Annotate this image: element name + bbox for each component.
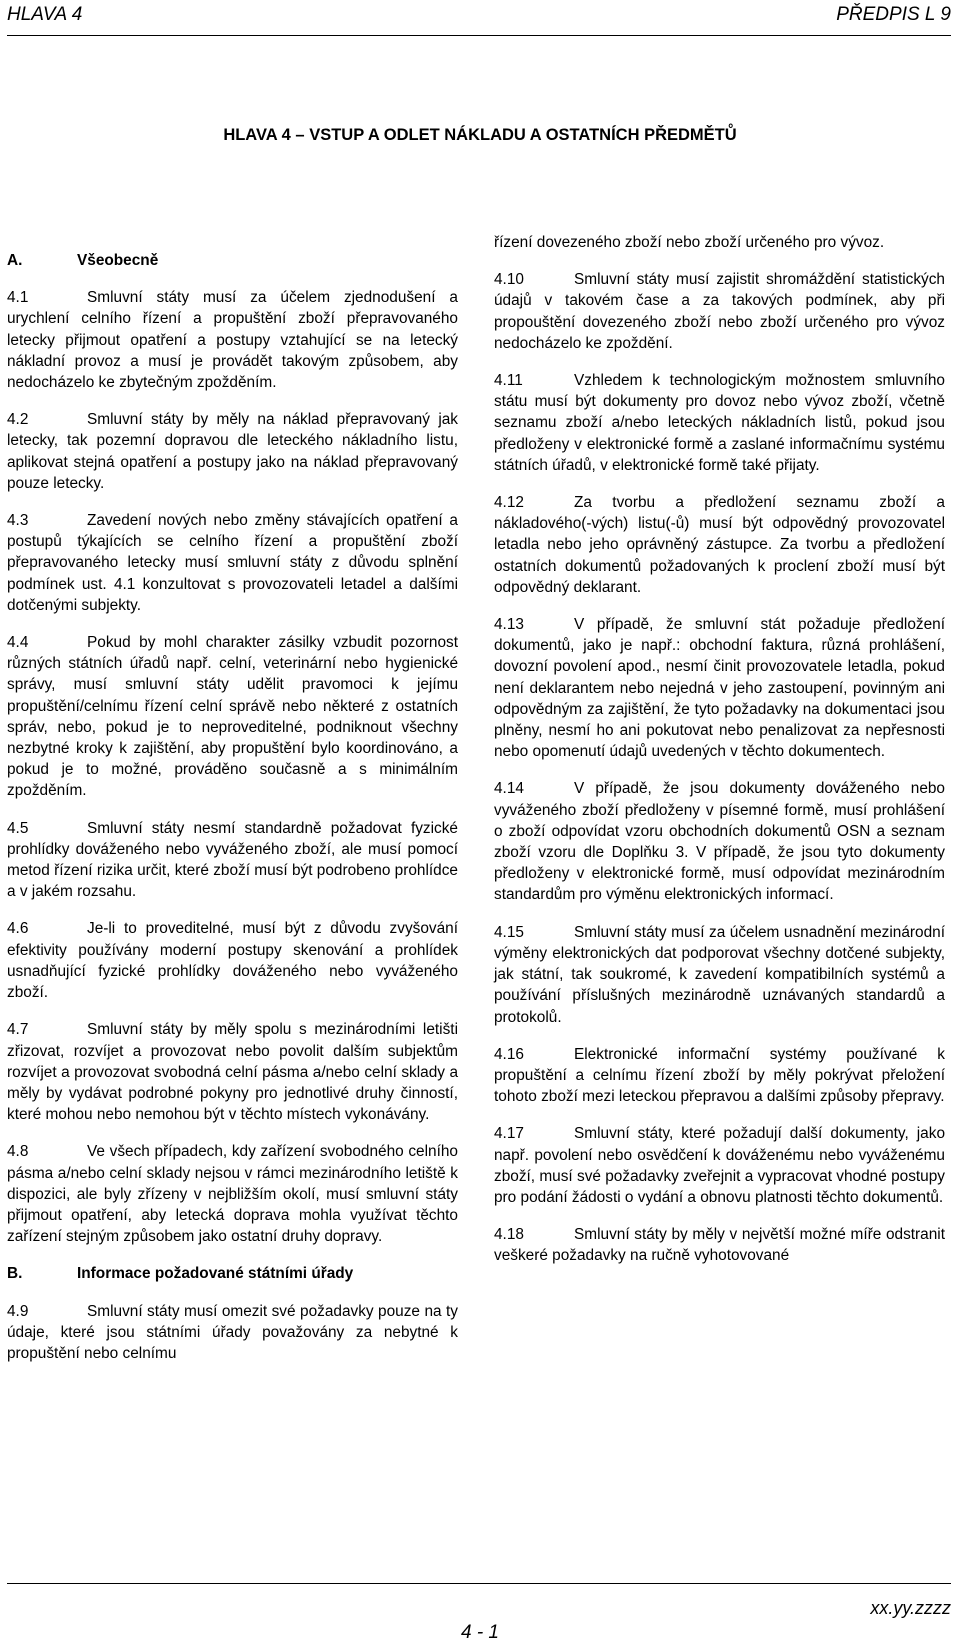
paragraph-4-16 xyxy=(494,1044,945,1108)
paragraph-number: 4.9 xyxy=(7,1302,29,1320)
paragraph-4-9 xyxy=(7,1301,458,1365)
paragraph-4-5 xyxy=(7,818,458,903)
footer-date-code: xx.yy.zzzz xyxy=(870,1598,951,1618)
paragraph-4-12 xyxy=(494,492,945,598)
paragraph-number: 4.8 xyxy=(7,1143,29,1161)
section-number: B. xyxy=(7,1265,23,1283)
paragraph-4-17 xyxy=(494,1123,945,1208)
paragraph-text: řízení dovezeného zboží nebo zboží určeného pro vývoz. xyxy=(494,234,885,251)
paragraph-4-11 xyxy=(494,370,945,476)
paragraph-4-1 xyxy=(7,287,458,393)
paragraph-text: Ve všech případech, kdy zařízení svobodného celního pásma a/nebo celní sklady nejsou v rámci mezinárodního letiště k dispozici, ale byly zřízeny v nejbližším okolí, musí smluvní státy přijmout opatření, aby letecká doprava mohla využívat těchto zařízení stejným způsobem jako ostatní druhy dopravy. xyxy=(7,1143,458,1246)
paragraph-text: Elektronické informační systémy používané k propuštění a celnímu řízení zboží by měly pokrývat přeložení tohoto zboží mezi leteckou přepravou a dalšími způsoby přepravy. xyxy=(494,1045,945,1106)
section-number: A. xyxy=(7,252,23,269)
page-title: HLAVA 4 – VSTUP A ODLET NÁKLADU A OSTATNÍCH PŘEDMĚTŮ xyxy=(223,126,737,144)
header-chapter: HLAVA 4 xyxy=(7,4,83,25)
paragraph-number: 4.11 xyxy=(494,372,523,390)
paragraph-number: 4.10 xyxy=(494,271,524,289)
footer-rule xyxy=(7,1583,951,1584)
paragraph-number: 4.14 xyxy=(494,780,524,798)
section-title: Všeobecně xyxy=(77,252,159,269)
header-rule xyxy=(7,35,951,36)
paragraph-number: 4.16 xyxy=(494,1045,524,1063)
paragraph-text: Je-li to proveditelné, musí být z důvodu zvyšování efektivity používány moderní postupy skenování a prohlídek usnadňující fyzické prohlídky dováženého nebo vyváženého zboží. xyxy=(7,920,458,1002)
paragraph-4-4 xyxy=(7,632,458,802)
right-column xyxy=(494,232,945,1283)
paragraph-number: 4.2 xyxy=(7,411,29,429)
paragraph-text: Smluvní státy, které požadují další dokumenty, jako např. povolení nebo osvědčení k dováženému nebo vyváženému zboží, musí své požadavky zveřejnit a vypracovat vhodné postupy pro podání žádosti o vydání a obnovu platnosti těchto dokumentů. xyxy=(494,1125,945,1206)
section-b-heading xyxy=(7,1263,458,1284)
paragraph-4-18 xyxy=(494,1224,945,1266)
paragraph-text: Vzhledem k technologickým možnostem smluvního státu musí být dokumenty pro dovoz nebo vývoz zboží, včetně seznamu zboží a/nebo leteckých nákladních listů, pokud jsou předloženy v elektronické formě a zaslané informačnímu systému státních úřadů, v elektronické formě také přijaty. xyxy=(494,372,945,474)
paragraph-number: 4.17 xyxy=(494,1125,524,1143)
paragraph-4-14 xyxy=(494,778,945,905)
section-title: Informace požadované státními úřady xyxy=(77,1265,354,1283)
paragraph-4-7 xyxy=(7,1019,458,1125)
paragraph-text: V případě, že jsou dokumenty dováženého nebo vyváženého zboží předloženy v písemné formě, musí prohlášení o zboží odpovídat vzoru obchodních dokumentů OSN a seznam zboží vzoru dle Doplňku 3. V případě, že jsou tyto dokumenty předloženy v elektronické formě, musí odpovídat mezinárodním standardům pro výměnu elektronických informací. xyxy=(494,780,945,904)
paragraph-text: Za tvorbu a předložení seznamu zboží a nákladového(-vých) listu(-ů) musí být odpovědný provozovatel letadla nebo jeho oprávněný zástupce. Za tvorbu a předložení ostatních dokumentů požadovaných k proclení zboží musí být odpovědný deklarant. xyxy=(494,494,945,596)
paragraph-text: Smluvní státy nesmí standardně požadovat fyzické prohlídky dováženého nebo vyváženého zboží, ale musí pomocí metod řízení rizika určit, které zboží musí být podrobeno prohlídce a v jakém rozsahu. xyxy=(7,819,458,901)
paragraph-text: Smluvní státy by měly na náklad přepravovaný jak letecky, tak pozemní dopravou dle leteckého nákladního listu, aplikovat stejná opatření a postupy jako na náklad přepravovaný pouze letecky. xyxy=(7,411,458,492)
paragraph-4-6 xyxy=(7,918,458,1003)
paragraph-text: Smluvní státy by měly spolu s mezinárodními letišti zřizovat, rozvíjet a provozovat nebo povolit dalším subjektům rozvíjet a provozovat svobodná celní pásma a/nebo celní sklady a měly by vydávat podrobné pokyny pro jednotlivé druhy činností, které mohou nebo nemohou být v těchto místech vykonávány. xyxy=(7,1021,458,1124)
paragraph-number: 4.7 xyxy=(7,1021,29,1039)
paragraph-4-8 xyxy=(7,1141,458,1247)
paragraph-4-3 xyxy=(7,510,458,616)
paragraph-text: Smluvní státy musí zajistit shromáždění statistických údajů v takovém čase a za takových podmínek, aby při propouštění dovezeného zboží nebo zboží určeného pro vývoz nedocházelo ke zpoždění. xyxy=(494,271,945,352)
paragraph-number: 4.18 xyxy=(494,1226,524,1244)
page-number: 4 - 1 xyxy=(460,1622,500,1643)
paragraph-number: 4.6 xyxy=(7,920,29,938)
paragraph-text: Pokud by mohl charakter zásilky vzbudit pozornost různých státních úřadů např. celní, veterinární nebo hygienické správy, musí smluvní státy udělit pravomoci k jejímu propuštění/celnímu řízení celní správě nebo některé z ostatních správ, nebo, pokud je to neproveditelné, podniknout všechny nezbytné kroky k zajištění, aby propuštění bylo koordinováno, a pokud je to možné, prováděno současně a s minimálním zpožděním. xyxy=(7,634,458,800)
paragraph-4-9-continued xyxy=(494,232,945,253)
paragraph-4-2 xyxy=(7,409,458,494)
paragraph-text: Smluvní státy musí omezit své požadavky pouze na ty údaje, které jsou státními úřady považovány za nebytné k propuštění nebo celnímu xyxy=(7,1302,458,1362)
paragraph-text: Smluvní státy by měly v největší možné míře odstranit veškeré požadavky na ručně vyhotovované xyxy=(494,1226,945,1265)
paragraph-text: Zavedení nových nebo změny stávajících opatření a postupů týkajících se celního řízení a propuštění zboží přepravovaného letecky musí smluvní státy z důvodu splnění podmínek ust. 4.1 konzultovat s provozovateli letadel a dalšími dotčenými subjekty. xyxy=(7,512,458,614)
left-column xyxy=(7,250,458,1380)
paragraph-4-10 xyxy=(494,269,945,354)
paragraph-text: Smluvní státy musí za účelem usnadnění mezinárodní výměny elektronických dat podporovat všechny dotčené subjekty, jak státní, tak soukromé, k zavedení kompatibilních systémů a používání příslušných mezinárodně uznávaných standardů a protokolů. xyxy=(494,923,945,1026)
paragraph-4-13 xyxy=(494,614,945,762)
paragraph-number: 4.13 xyxy=(494,616,524,634)
paragraph-text: Smluvní státy musí za účelem zjednodušení a urychlení celního řízení a propuštění zboží přepravovaného letecky přijmout opatření a postupy vztahující se na letecký nákladní provoz a musí je provádět takovým způsobem, aby nedocházelo ke zbytečným zpožděním. xyxy=(7,289,458,392)
paragraph-text: V případě, že smluvní stát požaduje předložení dokumentů, jako je např.: obchodní faktura, různá prohlášení, dovozní povolení apod., nesmí činit provozovatele letadla, pokud není deklarantem nebo nejedná v jeho zastoupení, povinným ani odpovědným za zajištění, že tyto požadavky na dokumentaci jsou plněny, nesmí ho ani pokutovat nebo penalizovat za nepřesnosti nebo opomenutí údajů uvedených v těchto dokumentech. xyxy=(494,616,945,761)
paragraph-number: 4.4 xyxy=(7,634,29,652)
paragraph-4-15 xyxy=(494,922,945,1028)
section-a-heading xyxy=(7,250,458,271)
paragraph-number: 4.12 xyxy=(494,494,524,512)
paragraph-number: 4.15 xyxy=(494,923,524,941)
paragraph-number: 4.1 xyxy=(7,289,29,307)
header-regulation: PŘEDPIS L 9 xyxy=(836,4,951,25)
paragraph-number: 4.3 xyxy=(7,512,29,530)
paragraph-number: 4.5 xyxy=(7,819,29,837)
